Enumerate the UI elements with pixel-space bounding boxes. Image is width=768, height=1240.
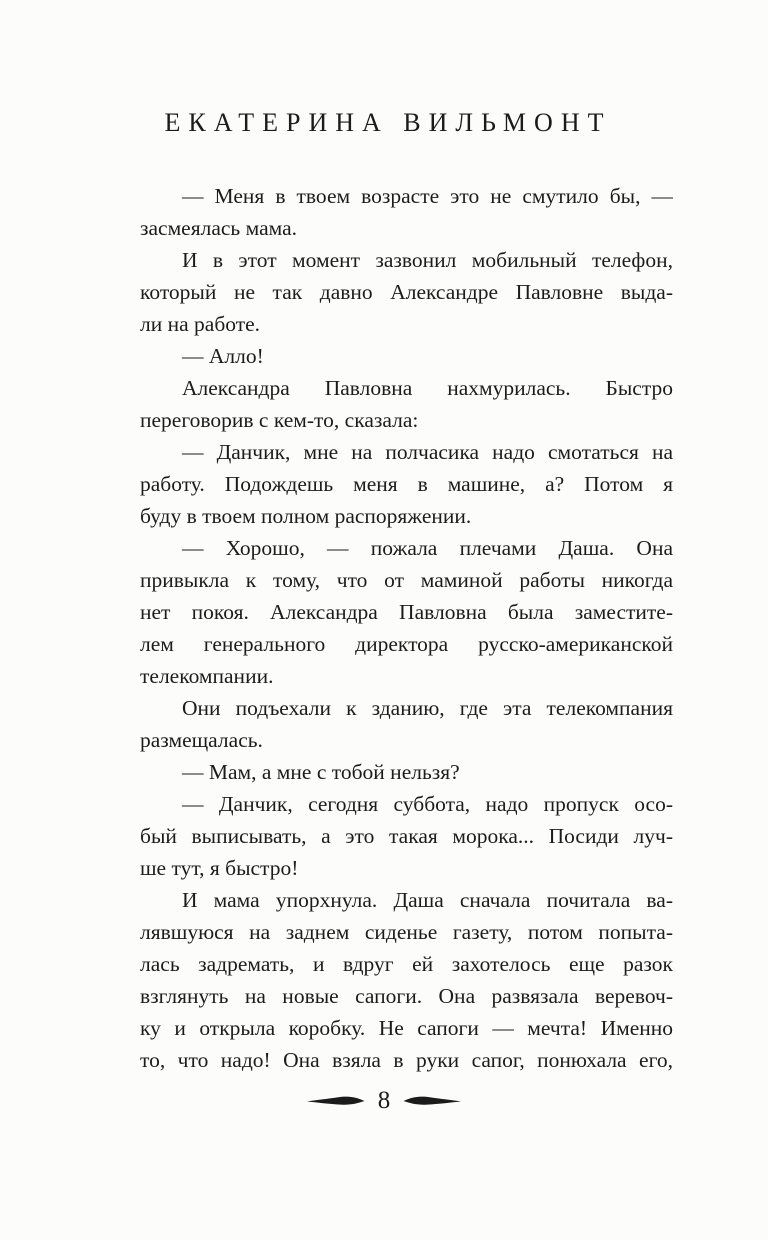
- text-line: засмеялась мама.: [140, 216, 297, 240]
- text-line: взглянуть на новые сапоги. Она развязала веревоч-: [140, 984, 673, 1008]
- text-line: — Данчик, сегодня суббота, надо пропуск осо-: [182, 792, 673, 816]
- text-block: [140, 180, 673, 1076]
- text-line: ли на работе.: [140, 312, 261, 336]
- text-line: привыкла к тому, что от маминой работы никогда: [140, 568, 673, 592]
- text-line: лась задремать, и вдруг ей захотелось еще разок: [140, 952, 673, 976]
- text-line: — Алло!: [182, 344, 264, 368]
- running-header: ЕКАТЕРИНА ВИЛЬМОНТ: [164, 108, 612, 137]
- text-line: Александра Павловна нахмурилась. Быстро: [182, 376, 673, 400]
- page-number-ornament-right-icon: [403, 1095, 461, 1107]
- text-line: И мама упорхнула. Даша сначала почитала ва-: [182, 888, 673, 912]
- text-line: буду в твоем полном распоряжении.: [140, 504, 472, 528]
- text-line: который не так давно Александре Павловне выда-: [140, 280, 673, 304]
- text-line: переговорив с кем-то, сказала:: [140, 408, 419, 432]
- page-footer: [0, 1086, 768, 1116]
- text-line: то, что надо! Она взяла в руки сапог, понюхала его,: [140, 1048, 673, 1072]
- text-line: бый выписывать, а это такая морока... Посиди луч-: [140, 824, 673, 848]
- text-line: лявшуюся на заднем сиденье газету, потом попыта-: [140, 920, 673, 944]
- text-line: — Данчик, мне на полчасика надо смотаться на: [182, 440, 673, 464]
- page-number: 8: [377, 1087, 391, 1114]
- page-number-ornament-left-icon: [307, 1095, 365, 1107]
- text-line: — Хорошо, — пожала плечами Даша. Она: [182, 536, 673, 560]
- text-line: нет покоя. Александра Павловна была заместите-: [140, 600, 673, 624]
- text-line: размещалась.: [140, 728, 263, 752]
- text-line: ку и открыла коробку. Не сапоги — мечта! Именно: [140, 1016, 673, 1040]
- text-line: ше тут, я быстро!: [140, 856, 299, 880]
- text-line: Они подъехали к зданию, где эта телекомпания: [182, 696, 673, 720]
- text-line: — Меня в твоем возрасте это не смутило бы, —: [182, 184, 673, 208]
- text-line: — Мам, а мне с тобой нельзя?: [182, 760, 460, 784]
- text-line: лем генерального директора русско-американской: [140, 632, 673, 656]
- text-line: И в этот момент зазвонил мобильный телефон,: [182, 248, 673, 272]
- text-line: работу. Подождешь меня в машине, а? Потом я: [140, 472, 673, 496]
- text-line: телекомпании.: [140, 664, 274, 688]
